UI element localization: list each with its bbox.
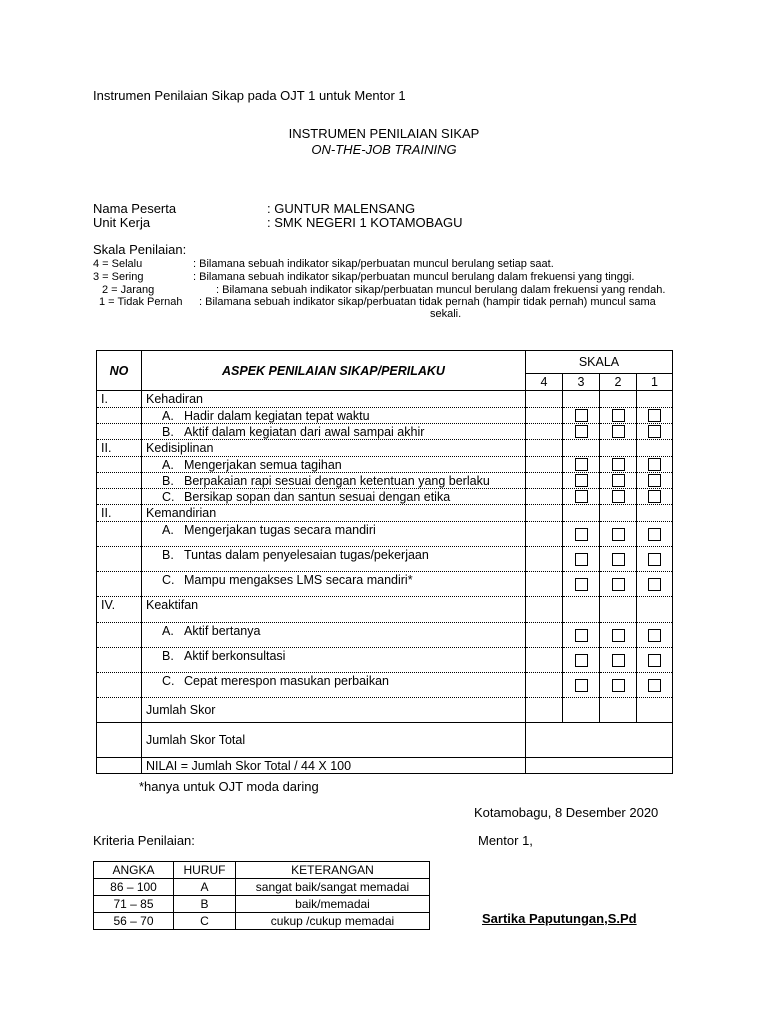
scale-key-4: 4 = Selalu	[93, 258, 143, 270]
participant-unit-value: : SMK NEGERI 1 KOTAMOBAGU	[267, 215, 463, 230]
score-checkbox[interactable]	[612, 528, 625, 541]
item-text: Aktif dalam kegiatan dari awal sampai akhir	[184, 424, 425, 439]
score-checkbox[interactable]	[612, 409, 625, 422]
item-text: Cepat merespon masukan perbaikan	[184, 674, 389, 688]
score-checkbox[interactable]	[575, 553, 588, 566]
table-row	[97, 424, 673, 440]
section-row-kedisiplinan	[97, 440, 673, 457]
table-row	[97, 473, 673, 489]
score-checkbox[interactable]	[612, 654, 625, 667]
table-row	[97, 457, 673, 473]
criteria-keterangan: sangat baik/sangat memadai	[236, 879, 430, 896]
jumlah-skor-total-value[interactable]	[526, 723, 673, 758]
scale-key-2: 2 = Jarang	[102, 284, 155, 296]
nilai-value[interactable]	[526, 758, 673, 774]
section-no: I.	[97, 391, 142, 408]
score-checkbox[interactable]	[575, 578, 588, 591]
header-aspect: ASPEK PENILAIAN SIKAP/PERILAKU	[142, 351, 526, 391]
item-letter: B.	[162, 548, 174, 562]
score-checkbox[interactable]	[648, 458, 661, 471]
score-checkbox[interactable]	[648, 679, 661, 692]
criteria-header-keterangan: KETERANGAN	[236, 862, 430, 879]
footnote: *hanya untuk OJT moda daring	[139, 779, 319, 794]
section-row-keaktifan	[97, 597, 673, 623]
place-date: Kotamobagu, 8 Desember 2020	[474, 805, 659, 820]
section-title: Kedisiplinan	[142, 440, 526, 457]
criteria-heading: Kriteria Penilaian:	[93, 833, 195, 848]
participant-name-value: : GUNTUR MALENSANG	[267, 201, 416, 216]
document-header-line: Instrumen Penilaian Sikap pada OJT 1 untuk Mentor 1	[93, 88, 406, 103]
score-checkbox[interactable]	[648, 409, 661, 422]
item-text: Aktif bertanya	[184, 624, 261, 638]
score-checkbox[interactable]	[575, 528, 588, 541]
section-no: II.	[97, 505, 142, 522]
section-no: II.	[97, 440, 142, 457]
scale-col-1: 1	[637, 374, 673, 391]
document-subtitle: ON-THE-JOB TRAINING	[311, 142, 457, 157]
item-text: Mengerjakan tugas secara mandiri	[184, 523, 376, 537]
score-checkbox[interactable]	[575, 474, 588, 487]
score-checkbox[interactable]	[612, 425, 625, 438]
nilai-row	[97, 758, 673, 774]
criteria-angka: 56 – 70	[94, 913, 174, 930]
item-letter: C.	[162, 489, 175, 504]
item-letter: B.	[162, 649, 174, 663]
table-row	[97, 648, 673, 673]
criteria-row	[94, 896, 430, 913]
item-letter: A.	[162, 457, 174, 472]
score-checkbox[interactable]	[612, 458, 625, 471]
criteria-row	[94, 879, 430, 896]
item-text: Mengerjakan semua tagihan	[184, 457, 342, 472]
criteria-huruf: A	[174, 879, 236, 896]
item-text: Bersikap sopan dan santun sesuai dengan etika	[184, 489, 451, 504]
item-letter: B.	[162, 424, 174, 439]
scale-col-3: 3	[563, 374, 600, 391]
scale-desc-4: : Bilamana sebuah indikator sikap/perbuatan muncul berulang setiap saat.	[193, 258, 554, 270]
section-title: Keaktifan	[142, 597, 526, 623]
table-row	[97, 673, 673, 698]
score-checkbox[interactable]	[648, 528, 661, 541]
score-checkbox[interactable]	[648, 654, 661, 667]
score-checkbox[interactable]	[648, 425, 661, 438]
score-checkbox[interactable]	[612, 629, 625, 642]
table-row	[97, 489, 673, 505]
item-letter: B.	[162, 473, 174, 488]
scale-key-3: 3 = Sering	[93, 271, 144, 283]
item-letter: C.	[162, 674, 175, 688]
header-scale: SKALA	[526, 351, 673, 374]
item-text: Mampu mengakses LMS secara mandiri*	[184, 573, 413, 587]
score-checkbox[interactable]	[612, 679, 625, 692]
score-checkbox[interactable]	[648, 578, 661, 591]
criteria-table	[93, 861, 430, 930]
score-checkbox[interactable]	[575, 679, 588, 692]
participant-name-label: Nama Peserta	[93, 201, 177, 216]
scale-desc-3: : Bilamana sebuah indikator sikap/perbuatan muncul berulang dalam frekuensi yang tinggi.	[193, 271, 635, 283]
jumlah-skor-row	[97, 698, 673, 723]
score-checkbox[interactable]	[575, 629, 588, 642]
assessment-table	[96, 350, 673, 774]
criteria-angka: 71 – 85	[94, 896, 174, 913]
header-no: NO	[97, 351, 142, 391]
document-title: INSTRUMEN PENILAIAN SIKAP	[288, 126, 480, 141]
score-checkbox[interactable]	[648, 629, 661, 642]
scale-heading: Skala Penilaian:	[93, 242, 187, 257]
jumlah-skor-total-row	[97, 723, 673, 758]
item-letter: C.	[162, 573, 175, 587]
participant-unit-label: Unit Kerja	[93, 215, 151, 230]
scale-col-4: 4	[526, 374, 563, 391]
table-row	[97, 408, 673, 424]
score-checkbox[interactable]	[648, 553, 661, 566]
item-text: Aktif berkonsultasi	[184, 649, 286, 663]
scale-desc-2: : Bilamana sebuah indikator sikap/perbuatan muncul berulang dalam frekuensi yang rendah.	[216, 284, 666, 296]
signatory-name: Sartika Paputungan,S.Pd	[482, 911, 637, 926]
table-row	[97, 522, 673, 547]
section-row-kemandirian	[97, 505, 673, 522]
criteria-huruf: B	[174, 896, 236, 913]
item-letter: A.	[162, 523, 174, 537]
criteria-angka: 86 – 100	[94, 879, 174, 896]
section-title: Kehadiran	[142, 391, 526, 408]
item-text: Hadir dalam kegiatan tepat waktu	[184, 408, 370, 423]
scale-desc-1-cont: sekali.	[430, 308, 462, 320]
score-checkbox[interactable]	[575, 425, 588, 438]
score-checkbox[interactable]	[575, 654, 588, 667]
item-text: Berpakaian rapi sesuai dengan ketentuan yang berlaku	[184, 473, 490, 488]
jumlah-skor-label: Jumlah Skor	[142, 698, 526, 723]
scale-col-2: 2	[600, 374, 637, 391]
table-row	[97, 572, 673, 597]
criteria-row	[94, 913, 430, 930]
section-row-kehadiran	[97, 391, 673, 408]
score-checkbox[interactable]	[575, 490, 588, 503]
nilai-label: NILAI = Jumlah Skor Total / 44 X 100	[142, 758, 526, 774]
criteria-header-row	[94, 862, 430, 879]
score-checkbox[interactable]	[612, 578, 625, 591]
score-checkbox[interactable]	[648, 474, 661, 487]
jumlah-skor-total-label: Jumlah Skor Total	[142, 723, 526, 758]
item-letter: A.	[162, 408, 174, 423]
mentor-label: Mentor 1,	[478, 833, 533, 848]
criteria-header-angka: ANGKA	[94, 862, 174, 879]
section-no: IV.	[97, 597, 142, 623]
score-checkbox[interactable]	[612, 474, 625, 487]
table-row	[97, 623, 673, 648]
criteria-keterangan: baik/memadai	[236, 896, 430, 913]
item-text: Tuntas dalam penyelesaian tugas/pekerjaan	[184, 548, 429, 562]
criteria-keterangan: cukup /cukup memadai	[236, 913, 430, 930]
scale-key-1: 1 = Tidak Pernah	[99, 296, 183, 308]
scale-desc-1: : Bilamana sebuah indikator sikap/perbuatan tidak pernah (hampir tidak pernah) muncul sama	[199, 296, 656, 308]
score-checkbox[interactable]	[612, 553, 625, 566]
score-checkbox[interactable]	[648, 490, 661, 503]
item-letter: A.	[162, 624, 174, 638]
score-checkbox[interactable]	[575, 458, 588, 471]
section-title: Kemandirian	[142, 505, 526, 522]
score-checkbox[interactable]	[612, 490, 625, 503]
criteria-header-huruf: HURUF	[174, 862, 236, 879]
table-row	[97, 547, 673, 572]
score-checkbox[interactable]	[575, 409, 588, 422]
criteria-huruf: C	[174, 913, 236, 930]
